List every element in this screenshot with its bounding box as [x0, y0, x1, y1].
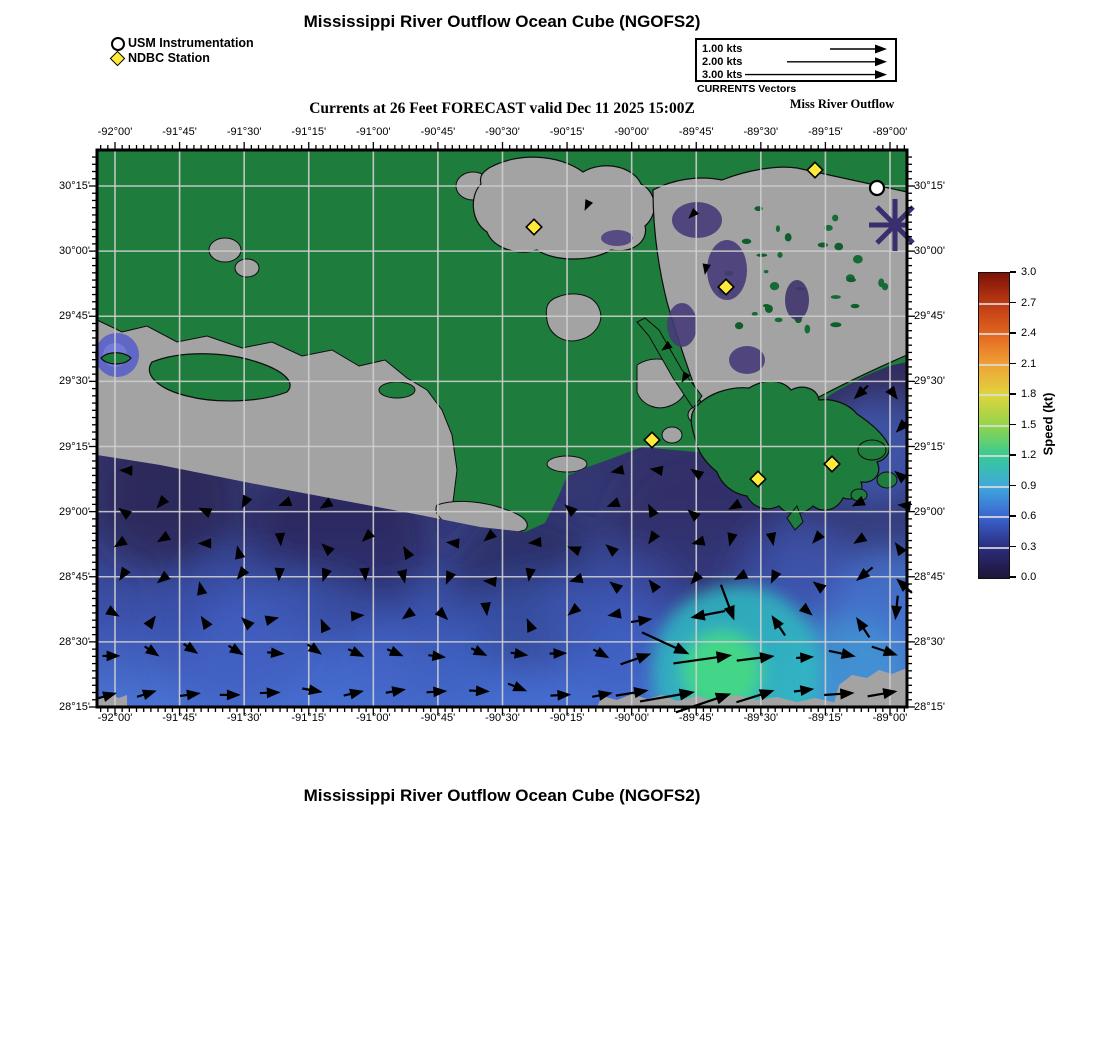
axis-tick-label: 28°15'	[59, 701, 90, 713]
axis-tick-label: -89°15'	[808, 712, 843, 724]
small-lake-1	[209, 238, 241, 262]
axis-tick-label: -89°15'	[808, 126, 843, 138]
colorbar-tick-label: 0.9	[1021, 479, 1037, 492]
forecast-subtitle: Currents at 26 Feet FORECAST valid Dec 11 2025 15:00Z	[309, 100, 695, 117]
axis-tick-label: -89°30'	[743, 712, 779, 724]
page-title: Mississippi River Outflow Ocean Cube (NGOFS2)	[303, 12, 701, 31]
colorbar-axis-label: Speed (kt)	[1040, 392, 1056, 456]
colorbar-tick-label: 1.5	[1021, 418, 1037, 431]
colorbar-tick-label: 3.0	[1021, 266, 1037, 278]
colorbar-tick-label: 0.3	[1021, 540, 1037, 553]
axis-tick-label: -90°45'	[420, 126, 456, 138]
vector-scale-entry: 2.00 kts	[702, 55, 743, 68]
axis-tick-label: 30°15'	[914, 180, 945, 192]
axis-tick-label: -91°30'	[226, 126, 262, 138]
small-lake-2	[235, 259, 259, 277]
axis-tick-label: 29°15'	[914, 440, 945, 453]
axis-tick-label: -91°30'	[226, 712, 262, 724]
axis-tick-label: 28°30'	[914, 635, 945, 648]
axis-tick-label: 29°45'	[59, 310, 90, 323]
axis-tick-label: 30°15'	[59, 180, 90, 192]
axis-tick-label: 30°00'	[59, 245, 90, 258]
axis-tick-label: -91°00'	[356, 712, 391, 724]
axis-tick-label: -91°45'	[162, 712, 197, 724]
axis-tick-label: -90°30'	[485, 712, 520, 724]
axis-tick-label: -89°00'	[872, 126, 908, 138]
vermilion-current-blob	[95, 333, 139, 377]
axis-tick-label: -91°15'	[291, 126, 327, 138]
axis-tick-label: -90°15'	[549, 126, 585, 138]
colorbar-tick-label: 2.1	[1021, 357, 1037, 370]
axis-tick-label: 29°30'	[914, 375, 945, 388]
axis-tick-label: 29°00'	[59, 505, 90, 518]
axis-tick-label: 28°30'	[59, 635, 90, 648]
axis-tick-label: 29°15'	[59, 440, 90, 453]
axis-tick-label: -90°00'	[614, 126, 649, 138]
colorbar-tick-label: 2.4	[1021, 327, 1037, 339]
station-legend-item	[110, 51, 254, 66]
axis-tick-label: -91°00'	[356, 126, 391, 138]
usm-circle-icon	[110, 36, 125, 51]
map-canvas	[87, 140, 917, 717]
axis-tick-label: 29°30'	[59, 375, 90, 388]
axis-tick-label: 28°45'	[59, 570, 90, 583]
small-green-island	[379, 382, 415, 398]
axis-tick-label: -90°00'	[614, 712, 649, 724]
colorbar-tick-label: 0.6	[1021, 510, 1037, 522]
axis-tick-label: -91°45'	[162, 126, 197, 138]
axis-tick-label: -89°45'	[678, 712, 714, 724]
axis-tick-label: -92°00'	[97, 712, 133, 724]
usm-station-marker	[870, 181, 884, 195]
vector-scale-caption: CURRENTS Vectors	[697, 83, 797, 95]
station-legend-label: USM Instrumentation	[128, 36, 254, 50]
colorbar	[978, 272, 1010, 579]
barataria-gray-3	[662, 427, 682, 443]
axis-tick-label: -90°45'	[420, 712, 456, 724]
axis-tick-label: -92°00'	[97, 126, 133, 138]
axis-tick-label: -89°00'	[872, 712, 908, 724]
station-legend-item	[110, 36, 254, 51]
ndbc-diamond-icon	[110, 51, 125, 66]
vector-scale-entry: 3.00 kts	[702, 68, 743, 81]
colorbar-tick-label: 1.2	[1021, 449, 1037, 461]
axis-tick-label: -90°30'	[485, 126, 520, 138]
axis-tick-label: 30°00'	[914, 245, 945, 258]
station-legend-label: NDBC Station	[128, 51, 210, 65]
colorbar-tick-label: 1.8	[1021, 388, 1037, 400]
vector-scale-entry: 1.00 kts	[702, 43, 743, 55]
axis-tick-label: 29°45'	[914, 310, 945, 323]
axis-tick-label: 28°15'	[914, 701, 945, 713]
colorbar-tick-label: 0.0	[1021, 571, 1037, 583]
axis-tick-label: 28°45'	[914, 570, 945, 583]
vector-scale-box	[695, 38, 897, 82]
axis-tick-label: -89°45'	[678, 126, 714, 138]
region-label: Miss River Outflow	[789, 97, 895, 111]
colorbar-tick-label: 2.7	[1021, 296, 1037, 309]
axis-tick-label: -91°15'	[291, 712, 327, 724]
station-legend	[110, 36, 254, 66]
axis-tick-label: 29°00'	[914, 505, 945, 518]
axis-tick-label: -89°30'	[743, 126, 779, 138]
bottom-caption-title: Mississippi River Outflow Ocean Cube (NGOFS2)	[303, 786, 701, 805]
axis-tick-label: -90°15'	[549, 712, 585, 724]
